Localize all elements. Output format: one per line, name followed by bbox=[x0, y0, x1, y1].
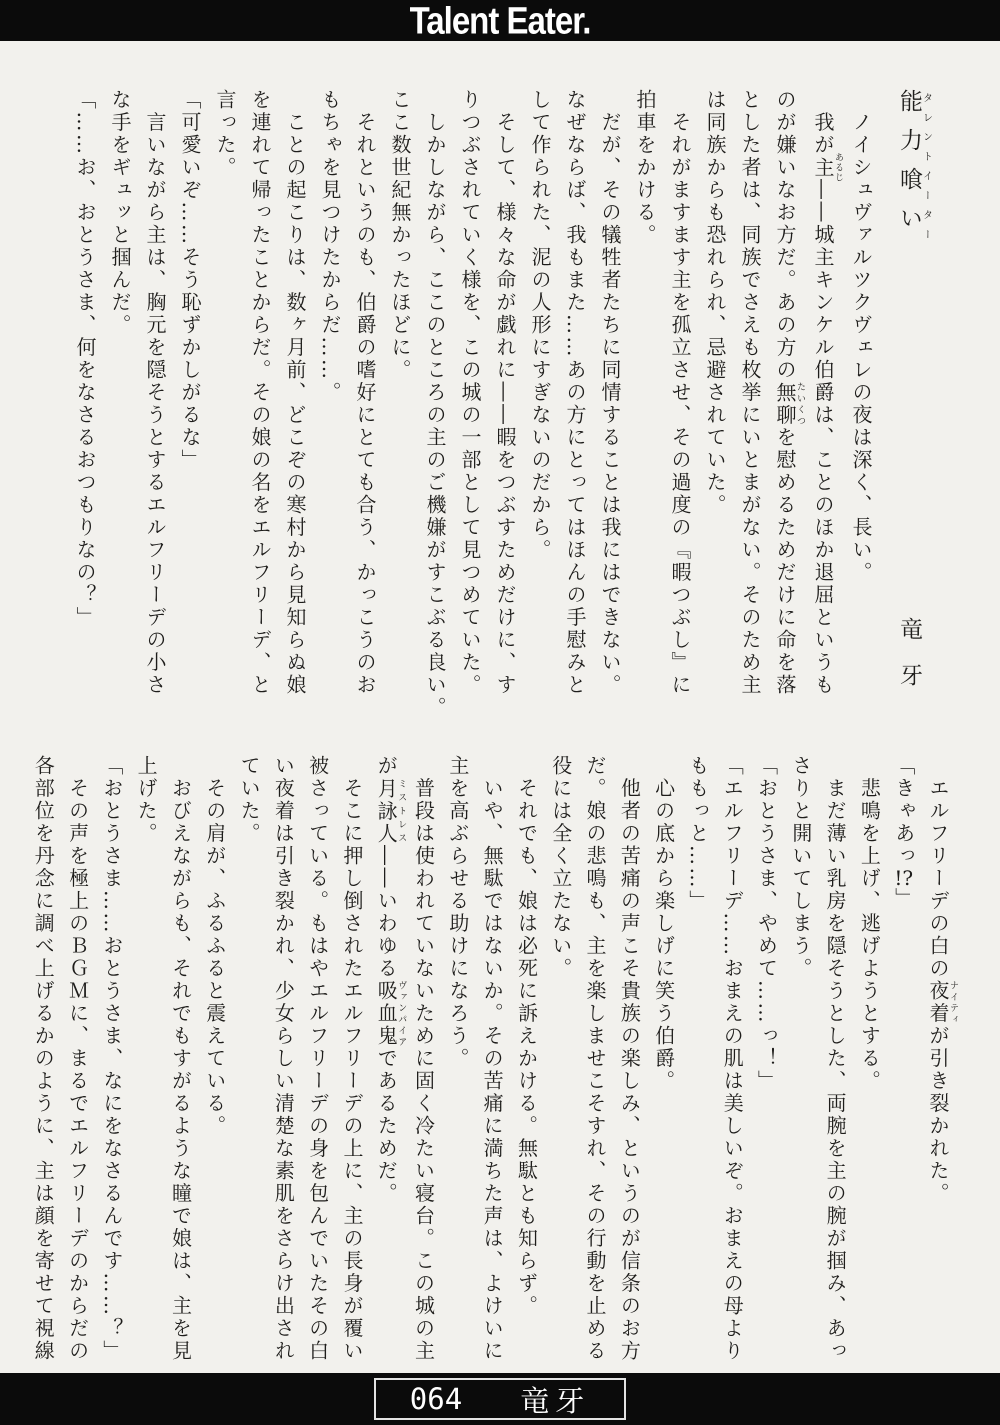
text-line: 「エルフリーデ……おまえの肌は美しいぞ。おまえの母より bbox=[720, 755, 745, 1363]
text-line: 悲鳴を上げ、逃げようとする。 bbox=[857, 755, 882, 1093]
text-line: それでも、娘は必死に訴えかける。無駄とも知らず。 bbox=[514, 755, 539, 1318]
text-line: その声を極上のＢＧＭに、まるでエルフリーデのからだの bbox=[65, 755, 90, 1363]
page-number-box bbox=[374, 1378, 626, 1420]
header-title: Talent Eater. bbox=[409, 0, 591, 42]
page-number: 064 bbox=[409, 1382, 463, 1416]
text-line: 「可愛いぞ……そう恥ずかしがるな」 bbox=[178, 89, 202, 472]
text-line: ノイシュヴァルツクヴェレの夜は深く、長い。 bbox=[849, 89, 873, 584]
text-section-top bbox=[72, 89, 878, 719]
text-line: だが、その犠牲者たちに同情することは我にはできない。 bbox=[598, 89, 622, 697]
text-line: 役には全く立たない。 bbox=[548, 755, 573, 980]
text-line: ことの起こりは、数ヶ月前、どこぞの寒村から見知らぬ娘 bbox=[283, 89, 307, 697]
text-line: もちゃを見つけたからだ……。 bbox=[318, 89, 342, 404]
text-line: 言った。 bbox=[213, 89, 237, 179]
text-line: だ。娘の悲鳴も、主を楽しませこそすれ、その行動を止める bbox=[583, 755, 608, 1363]
text-line: 拍車をかける。 bbox=[633, 89, 657, 247]
text-line: 心の底から楽しげに笑う伯爵。 bbox=[651, 755, 676, 1093]
text-line: さりと開いてしまう。 bbox=[788, 755, 813, 980]
text-line: 上げた。 bbox=[134, 755, 159, 845]
text-line: そして、様々な命が戯れに――暇をつぶすためだけに、す bbox=[493, 89, 517, 697]
text-line: が月詠人ミストレス――いわゆる吸血鬼ヴァンパイアであるためだ。 bbox=[374, 755, 407, 1205]
text-line: 「きゃあっ!?」 bbox=[891, 755, 916, 910]
text-line: まだ薄い乳房を隠そうとした、両腕を主の腕が掴み、あっ bbox=[823, 755, 848, 1363]
text-line: それというのも、伯爵の嗜好にとても合う、かっこうのお bbox=[353, 89, 377, 697]
text-line: おびえながらも、それでもすがるような瞳で娘は、主を見 bbox=[168, 755, 193, 1363]
text-line: そこに押し倒されたエルフリーデの上に、主の長身が覆い bbox=[339, 755, 364, 1363]
text-line: 「おとうさま……おとうさま、なにをなさるんです……？」 bbox=[99, 755, 124, 1363]
story-title-text: 能力喰い bbox=[896, 89, 922, 245]
text-line: 我が主あるじ――城主キンケル伯爵は、ことのほか退屈というも bbox=[811, 89, 843, 697]
text-line: は同族からも恐れられ、忌避されていた。 bbox=[703, 89, 727, 517]
text-line: 主を高ぶらせる助けになろう。 bbox=[445, 755, 470, 1070]
story-author: 竜 牙 bbox=[896, 617, 922, 686]
text-line: ももっと……」 bbox=[685, 755, 710, 913]
footer-bar bbox=[0, 1373, 1000, 1425]
text-line: エルフリーデの白の夜着ナイティが引き裂かれた。 bbox=[926, 755, 958, 1205]
story-title-column bbox=[882, 89, 936, 729]
story-title-ruby: タレントイーター bbox=[920, 89, 932, 245]
text-line: それがますます主を孤立させ、その過度の『暇つぶし』に bbox=[668, 89, 692, 697]
text-line: 被さっている。もはやエルフリーデの身を包んでいたその白 bbox=[305, 755, 330, 1363]
text-line: しかしながら、ここのところの主のご機嫌がすこぶる良い。 bbox=[423, 89, 447, 719]
text-line: のが嫌いなお方だ。あの方の無聊たいくつを慰めるためだけに命を落 bbox=[773, 89, 805, 697]
text-line: 「……お、おとうさま、何をなさるおつもりなの？」 bbox=[73, 89, 97, 629]
text-line: い夜着は引き裂かれ、少女らしい清楚な素肌をさらけ出され bbox=[271, 755, 296, 1363]
text-line: その肩が、ふるふると震えている。 bbox=[202, 755, 227, 1138]
text-line: 「おとうさま、やめて……っ！」 bbox=[754, 755, 779, 1093]
text-line: とした者は、同族でさえも枚挙にいとまがない。そのため主 bbox=[738, 89, 762, 697]
header-bar bbox=[0, 0, 1000, 41]
text-line: 言いながら主は、胸元を隠そうとするエルフリーデの小さ bbox=[143, 89, 167, 697]
text-line: して作られた、泥の人形にすぎないのだから。 bbox=[528, 89, 552, 562]
text-line: 他者の苦痛の声こそ貴族の楽しみ、というのが信条のお方 bbox=[617, 755, 642, 1363]
text-line: 普段は使われていないために固く冷たい寝台。この城の主 bbox=[411, 755, 436, 1363]
text-line: ここ数世紀無かったほどに。 bbox=[388, 89, 412, 382]
text-line: 各部位を丹念に調べ上げるかのように、主は顔を寄せて視線 bbox=[31, 755, 56, 1363]
text-line: りつぶされていく様を、この城の一部として見つめていた。 bbox=[458, 89, 482, 697]
text-section-bottom bbox=[31, 755, 958, 1367]
text-line: いや、無駄ではないか。その苦痛に満ちた声は、よけいに bbox=[480, 755, 505, 1363]
text-line: なぜならば、我もまた……あの方にとってはほんの手慰みと bbox=[563, 89, 587, 697]
text-line: な手をギュッと掴んだ。 bbox=[108, 89, 132, 337]
footer-author: 竜牙 bbox=[520, 1383, 591, 1418]
text-line: ていた。 bbox=[237, 755, 262, 845]
text-line: を連れて帰ったことからだ。その娘の名をエルフリーデ、と bbox=[248, 89, 272, 697]
story-title bbox=[896, 89, 932, 245]
